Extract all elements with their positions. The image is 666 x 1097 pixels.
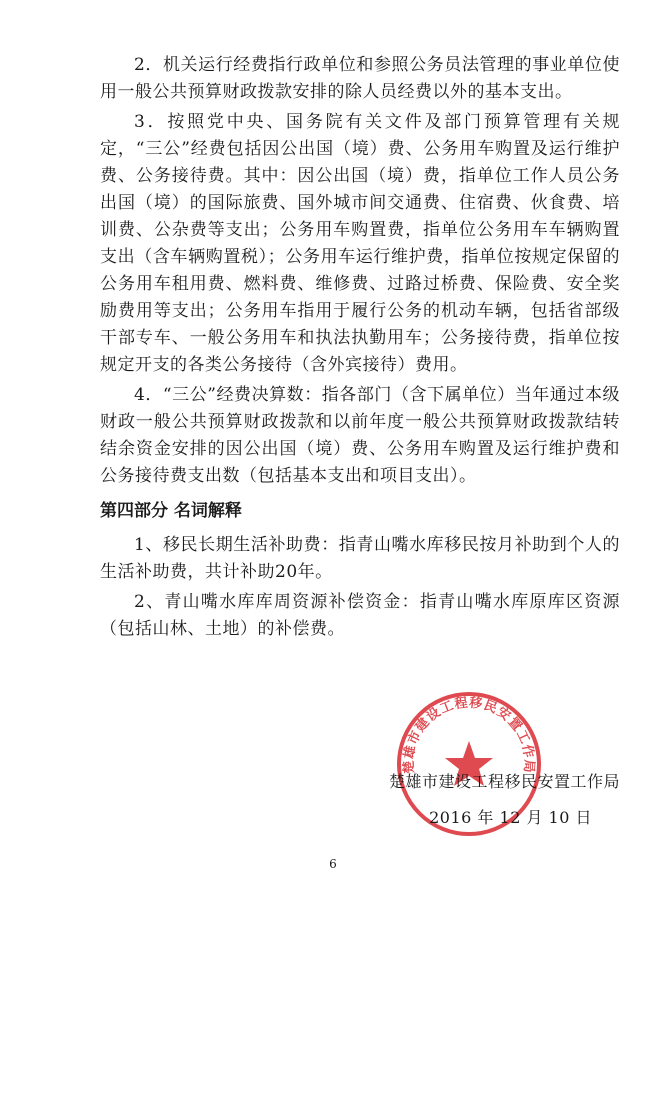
seal-arc-text: 楚雄市建设工程移民安置工作局 <box>401 695 537 775</box>
signature-block <box>340 764 620 836</box>
paragraph-item-2: 2．机关运行经费指行政单位和参照公务员法管理的事业单位使用一般公共预算财政拨款安排的除人员经费以外的基本支出。 <box>100 55 620 102</box>
section-heading: 第四部分 名词解释 <box>100 501 242 521</box>
paragraph-item-4: 4．“三公”经费决算数：指各部门（含下属单位）当年通过本级财政一般公共预算财政拨款和以前年度一般公共预算财政拨款结转结余资金安排的因公出国（境）费、公务用车购置及运行维护费和公务接待费支出数（包括基本支出和项目支出）。 <box>100 385 620 486</box>
term-definition-2: 2、青山嘴水库库周资源补偿资金：指青山嘴水库原库区资源（包括山林、土地）的补偿费。 <box>100 592 620 639</box>
page-number: 6 <box>329 857 337 871</box>
issuing-organization: 楚雄市建设工程移民安置工作局 <box>388 772 620 791</box>
body-text <box>100 52 620 643</box>
paragraph-item-3: 3．按照党中央、国务院有关文件及部门预算管理有关规定，“三公”经费包括因公出国（境）费、公务用车购置及运行维护费、公务接待费。其中：因公出国（境）费，指单位工作人员公务出国（境）的国际旅费、国外城市间交通费、住宿费、伙食费、培训费、公杂费等支出；公务用车购置费，指单位公务用车车辆购置支出（含车辆购置税）；公务用车运行维护费，指单位按规定保留的公务用车租用费、燃料费、维修费、过路过桥费、保险费、安全奖励费用等支出；公务用车指用于履行公务的机动车辆，包括省部级干部专车、一般公务用车和执法执勤用车；公务接待费，指单位按规定开支的各类公务接待（含外宾接待）费用。 <box>100 112 620 375</box>
term-definition-1: 1、移民长期生活补助费：指青山嘴水库移民按月补助到个人的生活补助费，共计补助20年。 <box>100 535 620 582</box>
issue-date: 2016 年 12 月 10 日 <box>429 808 592 827</box>
